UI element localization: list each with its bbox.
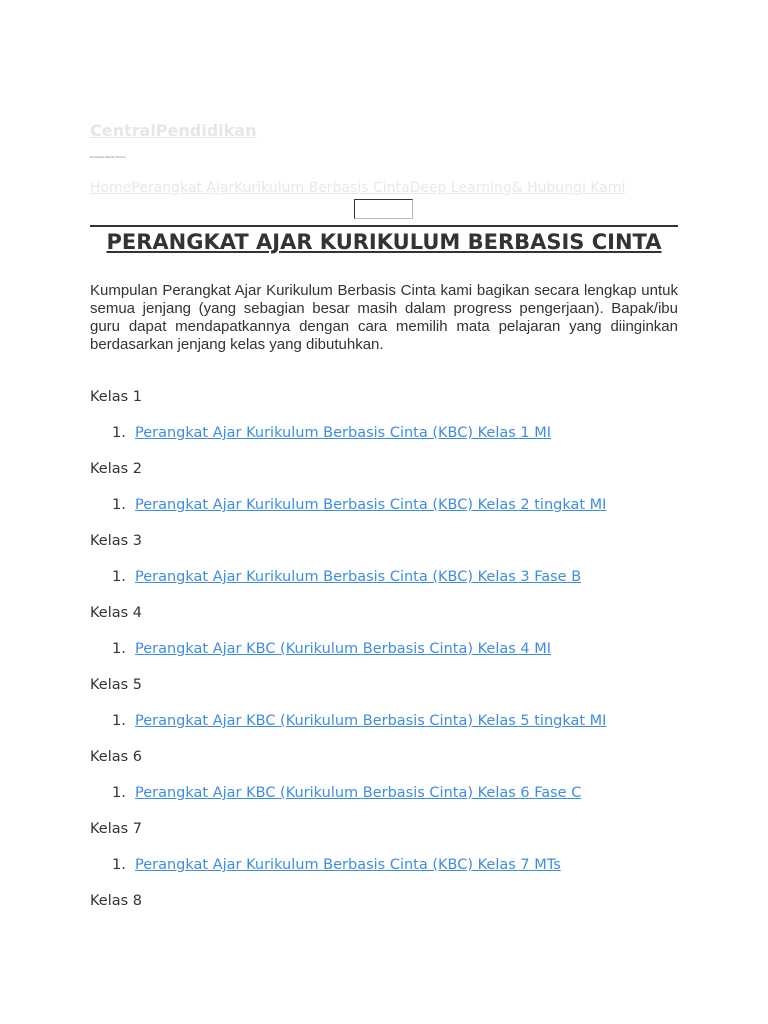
- search-input[interactable]: [354, 199, 413, 219]
- grade-label-kelas-3: Kelas 3: [90, 533, 143, 549]
- list-number: 1.: [112, 857, 126, 873]
- grade-list-kelas-1: [90, 424, 678, 442]
- list-number: 1.: [112, 713, 126, 729]
- list-number: 1.: [112, 641, 126, 657]
- grade-list-kelas-5: [90, 712, 678, 730]
- grade-label-kelas-1: Kelas 1: [90, 389, 143, 405]
- list-item: [90, 784, 678, 802]
- link-kbc-kelas-4[interactable]: Perangkat Ajar KBC (Kurikulum Berbasis Cinta) Kelas 4 MI: [135, 641, 552, 657]
- nav-item-home[interactable]: Home: [90, 180, 132, 196]
- list-number: 1.: [112, 785, 126, 801]
- header-divider: [90, 225, 678, 227]
- list-number: 1.: [112, 569, 126, 585]
- link-kbc-kelas-7[interactable]: Perangkat Ajar Kurikulum Berbasis Cinta (KBC) Kelas 7 MTs: [135, 857, 561, 873]
- grade-list-kelas-3: [90, 568, 678, 586]
- link-kbc-kelas-2[interactable]: Perangkat Ajar Kurikulum Berbasis Cinta (KBC) Kelas 2 tingkat MI: [135, 497, 607, 513]
- list-item: [90, 496, 678, 514]
- main-nav: [90, 179, 625, 197]
- link-kbc-kelas-6[interactable]: Perangkat Ajar KBC (Kurikulum Berbasis Cinta) Kelas 6 Fase C: [135, 785, 582, 801]
- grade-list-kelas-7: [90, 856, 678, 874]
- grade-label-kelas-4: Kelas 4: [90, 605, 143, 621]
- grade-list-kelas-6: [90, 784, 678, 802]
- grade-label-kelas-5: Kelas 5: [90, 677, 143, 693]
- nav-item-perangkat-ajar[interactable]: Perangkat Ajar: [131, 180, 235, 196]
- grade-sections: [90, 388, 678, 910]
- grade-label-kelas-6: Kelas 6: [90, 749, 143, 765]
- grade-label-kelas-2: Kelas 2: [90, 461, 143, 477]
- list-item: [90, 568, 678, 586]
- page-title: PERANGKAT AJAR KURIKULUM BERBASIS CINTA: [106, 230, 662, 254]
- grade-label-kelas-8: Kelas 8: [90, 893, 143, 909]
- list-item: [90, 640, 678, 658]
- list-item: [90, 856, 678, 874]
- list-number: 1.: [112, 497, 126, 513]
- site-title-link[interactable]: CentralPendidikan: [90, 121, 257, 140]
- grade-list-kelas-4: [90, 640, 678, 658]
- list-number: 1.: [112, 425, 126, 441]
- grade-label-kelas-7: Kelas 7: [90, 821, 143, 837]
- nav-item-deep-learning[interactable]: Deep Learning: [409, 180, 512, 196]
- link-kbc-kelas-1[interactable]: Perangkat Ajar Kurikulum Berbasis Cinta (KBC) Kelas 1 MI: [135, 425, 552, 441]
- grade-list-kelas-2: [90, 496, 678, 514]
- article-intro: Kumpulan Perangkat Ajar Kurikulum Berbasis Cinta kami bagikan secara lengkap untuk semua jenjang (yang sebagian besar masih dalam progress pengerjaan). Bapak/ibu guru dapat mendapatkannya dengan cara memilih mata pelajaran yang diinginkan berdasarkan jenjang kelas yang dibutuhkan.: [90, 282, 678, 353]
- nav-item-hubungi-kami[interactable]: & Hubungi Kami: [511, 180, 626, 196]
- site-tagline: Kumpulan Berita Terkini: [90, 155, 126, 159]
- list-item: [90, 424, 678, 442]
- link-kbc-kelas-5[interactable]: Perangkat Ajar KBC (Kurikulum Berbasis Cinta) Kelas 5 tingkat MI: [135, 713, 607, 729]
- list-item: [90, 712, 678, 730]
- nav-item-kurikulum-berbasis-cinta[interactable]: Kurikulum Berbasis Cinta: [234, 180, 410, 196]
- link-kbc-kelas-3[interactable]: Perangkat Ajar Kurikulum Berbasis Cinta (KBC) Kelas 3 Fase B: [135, 569, 582, 585]
